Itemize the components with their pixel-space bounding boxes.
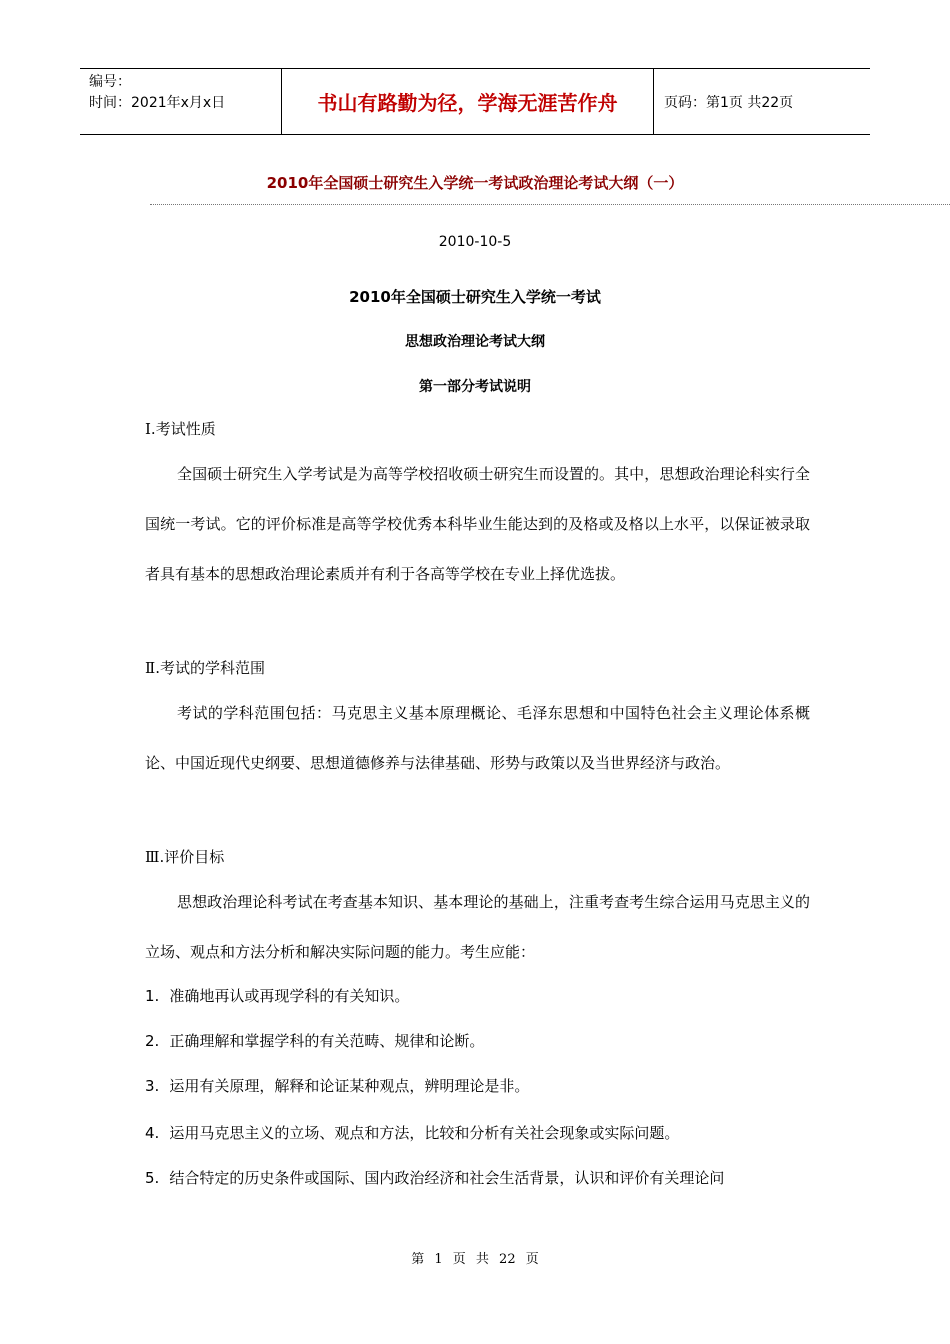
section-2-text: 考试的学科范围包括：马克思主义基本原理概论、毛泽东思想和中国特色社会主义理论体系概论、中国近现代史纲要、思想道德修养与法律基础、形势与政策以及当世界经济与政治。 xyxy=(145,704,810,772)
list-item: 1. 准确地再认或再现学科的有关知识。 xyxy=(145,987,410,1005)
section-3-title: Ⅲ.评价目标 xyxy=(145,848,225,866)
dotted-divider xyxy=(150,204,950,205)
section-3-text: 思想政治理论科考试在考查基本知识、基本理论的基础上，注重考查考生综合运用马克思主义的立场、观点和方法分析和解决实际问题的能力。考生应能： xyxy=(145,893,810,961)
time-label: 时间：2021年x月x日 xyxy=(89,95,226,111)
list-item: 2. 正确理解和掌握学科的有关范畴、规律和论断。 xyxy=(145,1032,485,1050)
header-motto: 书山有路勤为径，学海无涯苦作舟 xyxy=(281,69,654,134)
list-item: 3. 运用有关原理，解释和论证某种观点，辨明理论是非。 xyxy=(145,1077,530,1095)
heading-part-one: 第一部分考试说明 xyxy=(419,379,531,395)
page-footer: 第 1 页 共 22 页 xyxy=(411,1252,539,1267)
section-1-title: Ⅰ.考试性质 xyxy=(145,420,216,438)
code-label: 编号： xyxy=(89,74,131,90)
list-item: 5. 结合特定的历史条件或国际、国内政治经济和社会生活背景，认识和评价有关理论问 xyxy=(145,1169,725,1187)
list-item: 4. 运用马克思主义的立场、观点和方法，比较和分析有关社会现象或实际问题。 xyxy=(145,1124,680,1142)
section-1-text: 全国硕士研究生入学考试是为高等学校招收硕士研究生而设置的。其中，思想政治理论科实行全国统一考试。它的评价标准是高等学校优秀本科毕业生能达到的及格或及格以上水平，以保证被录取者具有基本的思想政治理论素质并有利于各高等学校在专业上择优选拔。 xyxy=(145,465,810,583)
publish-date: 2010-10-5 xyxy=(438,234,512,250)
section-2-title: Ⅱ.考试的学科范围 xyxy=(145,659,265,677)
heading-syllabus: 思想政治理论考试大纲 xyxy=(405,334,545,350)
document-title: 2010年全国硕士研究生入学统一考试政治理论考试大纲（一） xyxy=(266,174,684,192)
header-page-info: 页码：第1页 共22页 xyxy=(664,94,794,111)
heading-exam: 2010年全国硕士研究生入学统一考试 xyxy=(349,288,601,306)
header-meta xyxy=(80,69,281,134)
document-header xyxy=(80,68,870,135)
